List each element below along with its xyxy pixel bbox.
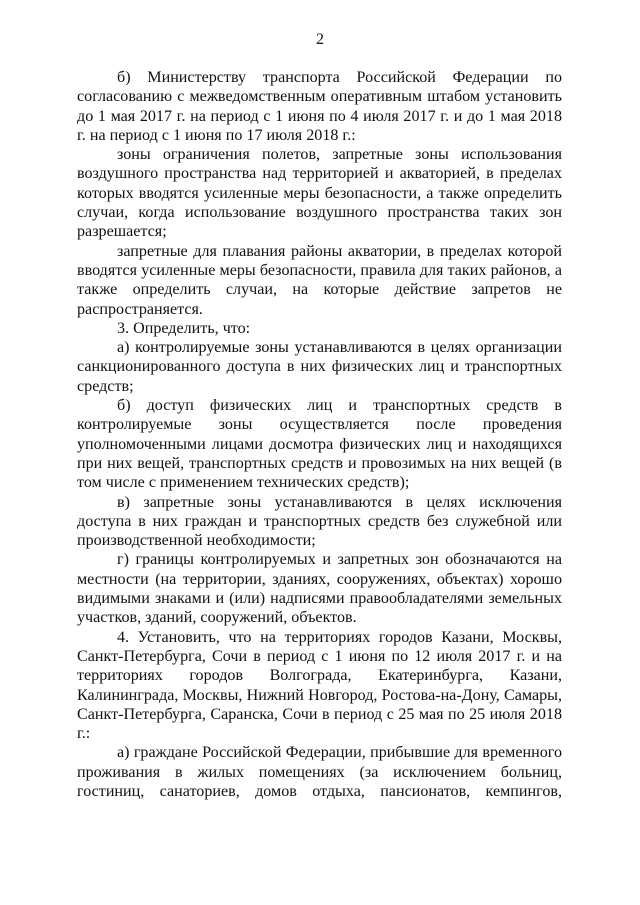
paragraph-3c-restricted-zones: в) запретные зоны устанавливаются в целях исключения доступа в них граждан и транспортных средств без служебной или производственной необходимости; xyxy=(77,493,562,550)
section-3-heading: 3. Определить, что: xyxy=(117,319,251,337)
paragraph-flight-restriction-zones: зоны ограничения полетов, запретные зоны использования воздушного пространства над территорией и акваторией, в пределах которых вводятся усиленные меры безопасности, а также определить случаи, когда использование воздушного пространства таких зон разрешается; xyxy=(77,146,562,241)
paragraph-ministry-transport: б) Министерству транспорта Российской Федерации по согласованию с межведомственным оперативным штабом установить до 1 мая 2017 г. на период с 1 июня по 4 июля 2017 г. и до 1 мая 2018 г. на период с 1 июня по 17 июля 2018 г.: xyxy=(77,69,562,144)
paragraph-3d-zone-boundaries: г) границы контролируемых и запретных зон обозначаются на местности (на территории, зданиях, сооружениях, объектах) хорошо видимыми знаками и (или) надписями правообладателями земельных участков, зданий, сооружений, объектов. xyxy=(77,551,562,627)
paragraph-4a-citizens-residence: а) граждане Российской Федерации, прибывшие для временного проживания в жилых помещениях (за исключением больниц, гостиниц, санаториев, домов отдыха, пансионатов, кемпингов, xyxy=(77,744,562,800)
document-body xyxy=(77,68,562,801)
paragraph-navigation-restricted-areas: запретные для плавания районы акватории, в пределах которой вводятся усиленные меры безопасности, правила для таких районов, а также определить случаи, на которые действие запретов не распространяется. xyxy=(77,242,562,318)
section-4-cities-periods: 4. Установить, что на территориях городов Казани, Москвы, Санкт-Петербурга, Сочи в период с 1 июня по 12 июля 2017 г. и на территориях городов Волгограда, Екатеринбурга, Казани, Калининграда, Москвы, Нижний Новгород, Ростова-на-Дону, Самары, Санкт-Петербурга, Саранска, Сочи в период с 25 мая по 25 июля 2018 г.: xyxy=(77,628,562,743)
page-number: 2 xyxy=(316,31,324,48)
paragraph-3b-access-inspection: б) доступ физических лиц и транспортных средств в контролируемые зоны осуществляется после проведения уполномоченными лицами досмотра физических лиц и находящихся при них вещей, транспортных средств и провозимых на них вещей (в том числе с применением технических средств); xyxy=(77,397,562,492)
paragraph-3a-controlled-zones: а) контролируемые зоны устанавливаются в целях организации санкционированного доступа в них физических лиц и транспортных средств; xyxy=(77,339,562,395)
